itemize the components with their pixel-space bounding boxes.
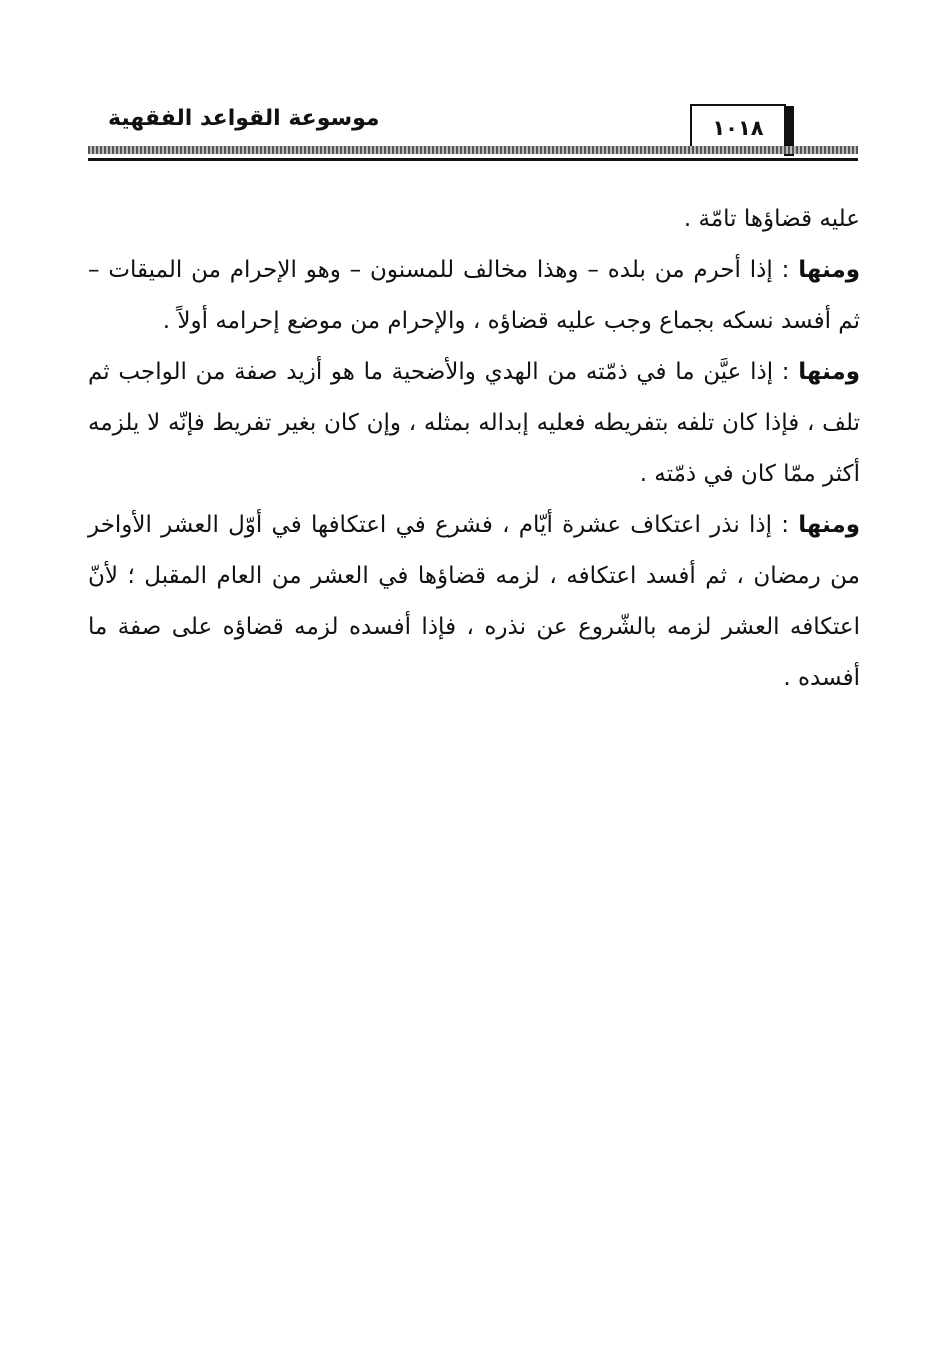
paragraph-3 <box>88 347 860 500</box>
page-header <box>0 0 943 170</box>
paragraph-text: : إذا أحرم من بلده – وهذا مخالف للمسنون – وهو الإحرام من الميقات – ثم أفسد نسكه بجماع وجب عليه قضاؤه ، والإحرام من موضع إحرامه أولاً . <box>88 257 860 334</box>
header-rule-dotted <box>88 146 858 154</box>
paragraph-text: : إذا نذر اعتكاف عشرة أيّام ، فشرع في اعتكافها في أوّل العشر الأواخر من رمضان ، ثم أفسد اعتكافه ، لزمه قضاؤها في العشر من العام المقبل ؛ لأنّ اعتكافه العشر لزمه بالشّروع عن نذره ، فإذا أفسده لزمه قضاؤه على صفة ما أفسده . <box>88 512 860 691</box>
running-title: موسوعة القواعد الفقهية <box>108 106 380 131</box>
header-rule-solid <box>88 158 858 161</box>
paragraph-lead: ومنها <box>798 359 860 385</box>
paragraph-lead: ومنها <box>798 512 860 538</box>
paragraph-1 <box>88 194 860 245</box>
paragraph-2 <box>88 245 860 347</box>
paragraph-text: عليه قضاؤها تامّة . <box>683 206 860 232</box>
paragraph-4 <box>88 500 860 704</box>
paragraph-lead: ومنها <box>798 257 860 283</box>
body-text <box>88 194 860 704</box>
paragraph-text: : إذا عيَّن ما في ذمّته من الهدي والأضحية ما هو أزيد صفة من الواجب ثم تلف ، فإذا كان تلفه بتفريطه فعليه إبداله بمثله ، وإن كان بغير تفريط فإنّه لا يلزمه أكثر ممّا كان في ذمّته . <box>88 359 860 487</box>
page-number: ١٠١٨ <box>690 104 786 152</box>
